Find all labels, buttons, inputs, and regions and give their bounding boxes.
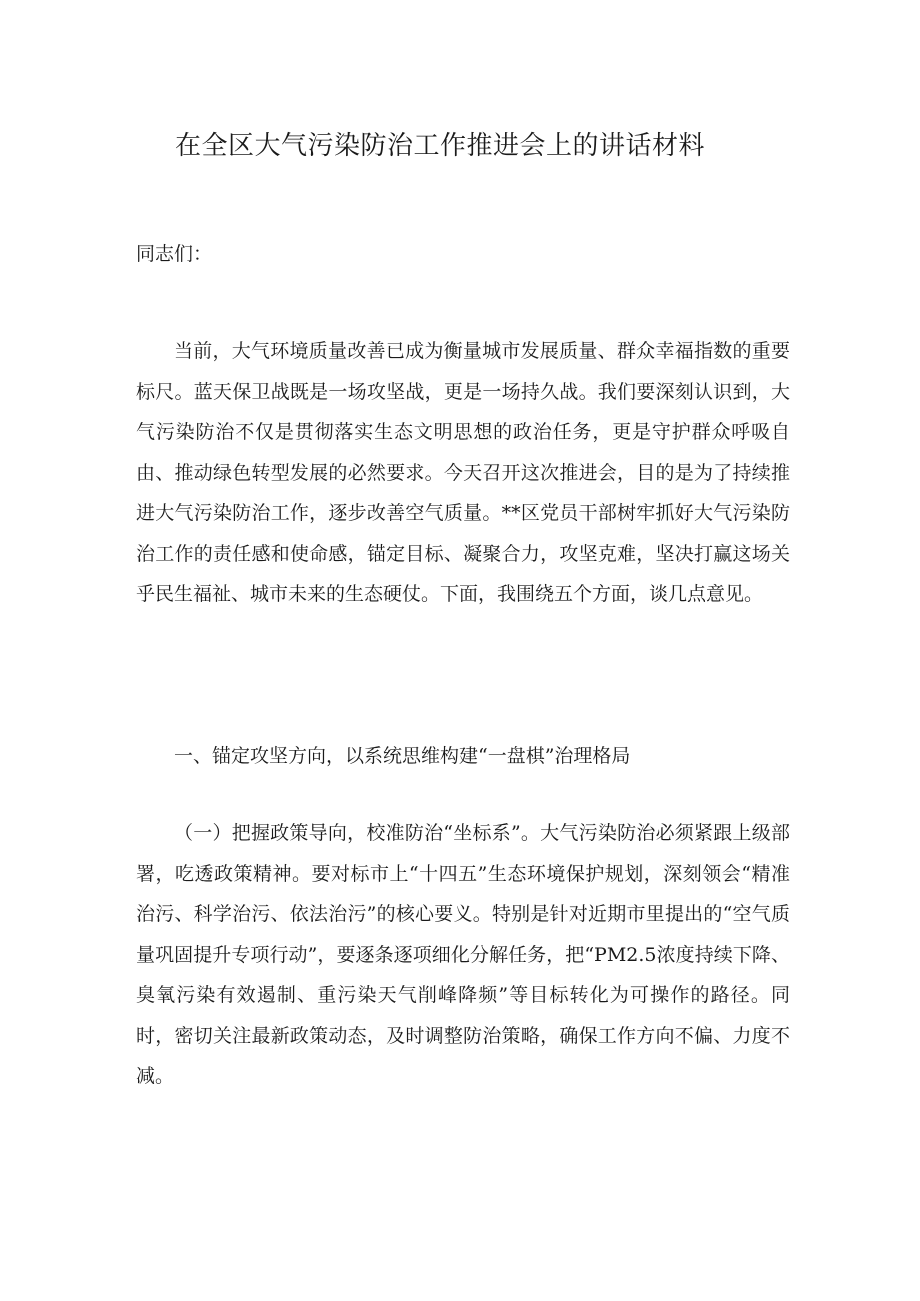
section-heading-1: 一、锚定攻坚方向，以系统思维构建“一盘棋”治理格局: [174, 745, 631, 767]
intro-paragraph: 当前，大气环境质量改善已成为衡量城市发展质量、群众幸福指数的重要标尺。蓝天保卫战既是一场攻坚战，更是一场持久战。我们要深刻认识到，大气污染防治不仅是贯彻落实生态文明思想的政治任务，更是守护群众呼吸自由、推动绿色转型发展的必然要求。今天召开这次推进会，目的是为了持续推进大气污染防治工作，逐步改善空气质量。**区党员干部树牢抓好大气污染防治工作的责任感和使命感，锚定目标、凝聚合力，攻坚克难，坚决打赢这场关乎民生福祉、城市未来的生态硬仗。下面，我围绕五个方面，谈几点意见。: [136, 340, 790, 605]
greeting: 同志们：: [136, 243, 213, 265]
document-title: 在全区大气污染防治工作推进会上的讲话材料: [174, 131, 705, 161]
subsection-paragraph-1: （一）把握政策导向，校准防治“坐标系”。大气污染防治必须紧跟上级部署，吃透政策精神。要对标市上“十四五”生态环境保护规划，深刻领会“精准治污、科学治污、依法治污”的核心要义。特别是针对近期市里提出的“空气质量巩固提升专项行动”，要逐条逐项细化分解任务，把“PM2.5浓度持续下降、臭氧污染有效遏制、重污染天气削峰降频”等目标转化为可操作的路径。同时，密切关注最新政策动态，及时调整防治策略，确保工作方向不偏、力度不减。: [136, 822, 790, 1087]
